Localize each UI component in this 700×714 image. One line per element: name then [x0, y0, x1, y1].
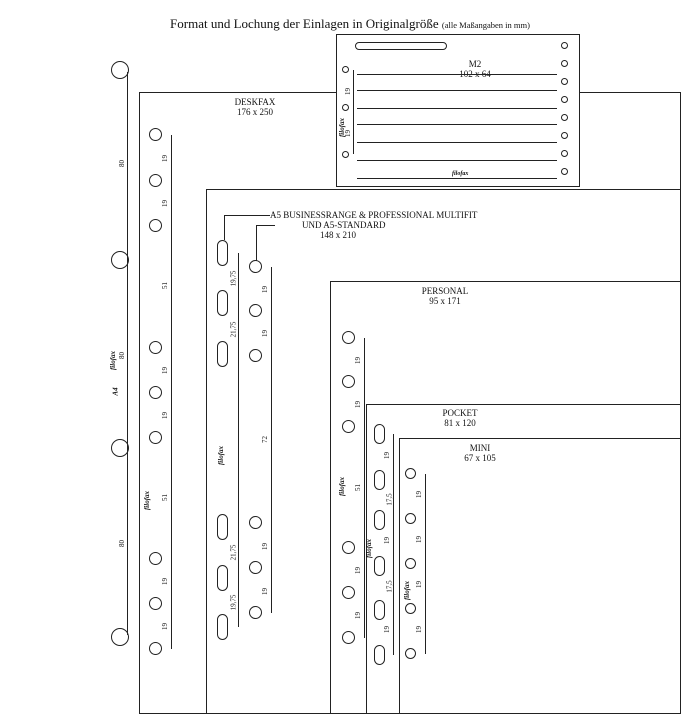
pocket-dim-label: 19	[383, 537, 391, 544]
mini-dimension-line	[425, 474, 426, 654]
personal-dim-label: 19	[354, 357, 362, 364]
m2-rule-line	[357, 160, 557, 161]
a4-dim-label: 80	[118, 540, 126, 547]
deskfax-hole	[149, 386, 162, 399]
m2-rule-line	[357, 90, 557, 91]
deskfax-dim-label: 19	[161, 578, 169, 585]
pocket-dim-label: 17,5	[385, 580, 394, 593]
personal-name: PERSONAL	[421, 286, 469, 296]
m2-hole	[561, 132, 568, 139]
a5-oval-hole	[217, 240, 228, 266]
mini-dim-label: 19	[415, 581, 423, 588]
page-title	[0, 16, 700, 32]
m2-name: M2	[468, 59, 482, 69]
a5-hole	[249, 561, 262, 574]
m2-hole	[342, 151, 349, 158]
a5-oval-hole	[217, 290, 228, 316]
deskfax-dim-label: 19	[161, 200, 169, 207]
a5-dim-label: 19	[261, 286, 269, 293]
mini-hole	[405, 558, 416, 569]
personal-hole	[342, 420, 355, 433]
personal-label	[400, 286, 490, 306]
a5-dim-label: 21,75	[229, 321, 238, 338]
a5-oval-hole	[217, 565, 228, 591]
filofax-logo: filofax	[452, 171, 469, 177]
mini-hole	[405, 468, 416, 479]
m2-dimension-line	[353, 70, 354, 154]
filofax-logo: filofax	[403, 580, 412, 601]
a5-label	[270, 210, 500, 240]
a5-hole	[249, 260, 262, 273]
a5-oval-hole	[217, 614, 228, 640]
a5-hole	[249, 304, 262, 317]
title-main: Format und Lochung der Einlagen in Originalgröße	[170, 16, 439, 31]
m2-hole	[561, 168, 568, 175]
deskfax-dim-label: 19	[161, 412, 169, 419]
pocket-label	[420, 408, 500, 428]
personal-hole	[342, 586, 355, 599]
a5-dimension-line-right	[271, 267, 272, 613]
m2-rule-line	[357, 108, 557, 109]
a5-leader-line	[256, 225, 275, 261]
deskfax-dim-label: 51	[161, 494, 169, 501]
personal-dim-label: 19	[354, 567, 362, 574]
m2-label	[445, 59, 505, 79]
m2-rule-line	[357, 142, 557, 143]
m2-slot-hole	[355, 42, 447, 50]
a5-dim-label: 19	[261, 543, 269, 550]
mini-frame	[399, 438, 681, 714]
deskfax-hole	[149, 341, 162, 354]
deskfax-hole	[149, 642, 162, 655]
deskfax-hole	[149, 552, 162, 565]
a4-dim-label: 80	[118, 160, 126, 167]
m2-rule-line	[357, 74, 557, 75]
a5-oval-hole	[217, 341, 228, 367]
deskfax-hole	[149, 174, 162, 187]
personal-dimension-line	[364, 338, 365, 638]
a5-dim-label: 19,75	[229, 594, 238, 611]
pocket-oval-hole	[374, 510, 385, 530]
pocket-oval-hole	[374, 424, 385, 444]
m2-rule-line	[357, 178, 557, 179]
filofax-logo: filofax	[109, 350, 118, 371]
title-note: (alle Maßangaben in mm)	[441, 20, 530, 30]
a5-dimension-line-left	[238, 253, 239, 627]
m2-dim-label: 19	[344, 130, 352, 137]
pocket-dim-label: 19	[383, 452, 391, 459]
a5-oval-hole	[217, 514, 228, 540]
filofax-logo: filofax	[338, 117, 347, 138]
pocket-oval-hole	[374, 600, 385, 620]
deskfax-dim-label: 19	[161, 367, 169, 374]
mini-name: MINI	[469, 443, 491, 453]
m2-hole	[561, 114, 568, 121]
mini-label	[445, 443, 515, 463]
a5-name-line2: UND A5-STANDARD	[302, 220, 386, 230]
pocket-oval-hole	[374, 470, 385, 490]
a4-dimension-line	[127, 72, 128, 635]
deskfax-size: 176 x 250	[237, 107, 273, 117]
a5-size: 148 x 210	[320, 230, 356, 240]
m2-hole	[342, 104, 349, 111]
a5-hole	[249, 349, 262, 362]
deskfax-hole	[149, 597, 162, 610]
personal-dim-label: 19	[354, 612, 362, 619]
a5-dim-label: 72	[261, 436, 269, 443]
mini-dim-label: 19	[415, 491, 423, 498]
personal-hole	[342, 541, 355, 554]
pocket-name: POCKET	[442, 408, 478, 418]
deskfax-dim-label: 19	[161, 623, 169, 630]
pocket-size: 81 x 120	[444, 418, 476, 428]
m2-frame	[336, 34, 580, 187]
mini-size: 67 x 105	[464, 453, 496, 463]
deskfax-label	[200, 97, 310, 117]
m2-hole	[561, 42, 568, 49]
pocket-oval-hole	[374, 645, 385, 665]
m2-hole	[561, 96, 568, 103]
a4-dim-label: 80	[118, 352, 126, 359]
a5-name-line1: A5 BUSINESSRANGE & PROFESSIONAL MULTIFIT	[270, 210, 478, 220]
personal-dim-label: 19	[354, 401, 362, 408]
mini-dim-label: 19	[415, 626, 423, 633]
personal-hole	[342, 631, 355, 644]
deskfax-hole	[149, 431, 162, 444]
filofax-logo: filofax	[143, 490, 152, 511]
mini-hole	[405, 603, 416, 614]
deskfax-hole	[149, 128, 162, 141]
m2-dim-label: 19	[344, 88, 352, 95]
a5-dim-label: 19	[261, 588, 269, 595]
deskfax-hole	[149, 219, 162, 232]
mini-dim-label: 19	[415, 536, 423, 543]
mini-hole	[405, 648, 416, 659]
m2-hole	[561, 60, 568, 67]
pocket-dimension-line	[393, 434, 394, 655]
a4-label: A4	[111, 387, 120, 396]
pocket-dim-label: 17,5	[385, 493, 394, 506]
deskfax-dim-label: 51	[161, 282, 169, 289]
filofax-logo: filofax	[365, 538, 374, 559]
m2-rule-line	[357, 124, 557, 125]
a5-hole	[249, 516, 262, 529]
deskfax-dimension-line	[171, 135, 172, 649]
deskfax-dim-label: 19	[161, 155, 169, 162]
mini-hole	[405, 513, 416, 524]
a5-dim-label: 19	[261, 330, 269, 337]
m2-size: 102 x 64	[459, 69, 491, 79]
m2-hole	[342, 66, 349, 73]
pocket-oval-hole	[374, 556, 385, 576]
a5-dim-label: 21,75	[229, 544, 238, 561]
personal-hole	[342, 331, 355, 344]
m2-hole	[561, 78, 568, 85]
personal-dim-label: 51	[354, 484, 362, 491]
personal-size: 95 x 171	[429, 296, 461, 306]
deskfax-name: DESKFAX	[234, 97, 276, 107]
personal-hole	[342, 375, 355, 388]
pocket-dim-label: 19	[383, 626, 391, 633]
m2-hole	[561, 150, 568, 157]
filofax-logo: filofax	[217, 445, 226, 466]
filofax-logo: filofax	[338, 476, 347, 497]
a5-dim-label: 19,75	[229, 270, 238, 287]
a5-hole	[249, 606, 262, 619]
